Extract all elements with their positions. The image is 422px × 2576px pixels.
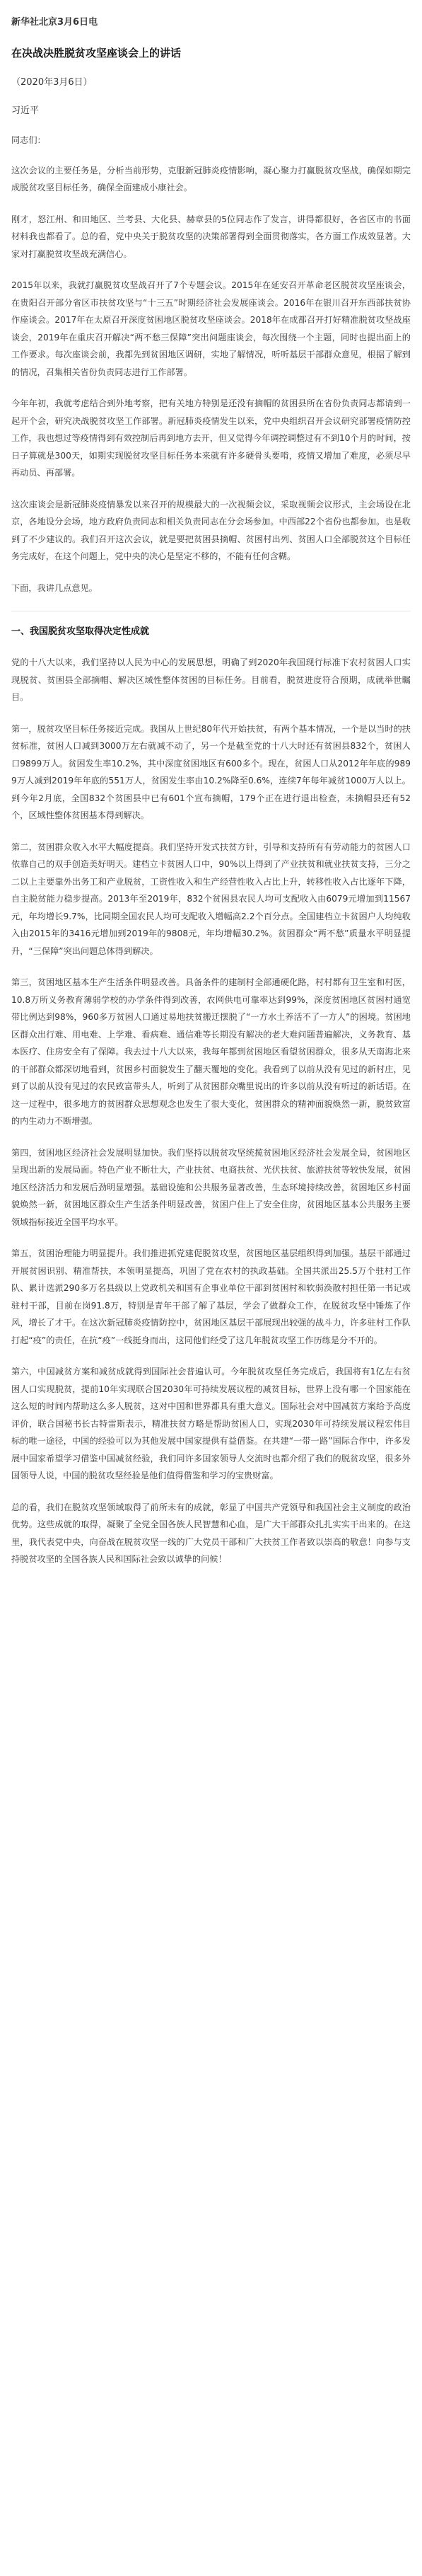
body-paragraph: 第四，贫困地区经济社会发展明显加快。我们坚持以脱贫攻坚统揽贫困地区经济社会发展全局，贫困地区呈现出新的发展局面。特色产业不断壮大，产业扶贫、电商扶贫、光伏扶贫、旅游扶贫等较快发展，贫困地区经济活力和发展后劲明显增强。基础设施和公共服务显著改善，生态环境持续改善，贫困地区乡村面貌焕然一新，贫困地区群众生产生活条件明显改善，贫困户住上了安全住房，贫困地区基本公共服务主要领域指标接近全国平均水平。 [11,1147,411,1227]
intro-paragraph: 这次会议的主要任务是，分析当前形势，克服新冠肺炎疫情影响，凝心聚力打赢脱贫攻坚战，确保如期完成脱贫攻坚目标任务，确保全面建成小康社会。 [11,165,411,192]
intro-paragraph: 2015年以来，我就打赢脱贫攻坚战召开了7个专题会议。2015年在延安召开革命老区脱贫攻坚座谈会，在贵阳召开部分省区市扶贫攻坚与“十三五”时期经济社会发展座谈会。2016年在银川召开东西部扶贫协作座谈会。2017年在太原召开深度贫困地区脱贫攻坚座谈会。2018年在成都召开打好精准脱贫攻坚战座谈会，2019年在重庆召开解决“两不愁三保障”突出问题座谈会，每次围绕一个主题，同时也提出面上的工作要求。每次座谈会前，我都先到贫困地区调研，实地了解情况，听听基层干部群众意见，根据了解到的情况，召集相关省份负责同志进行工作部署。 [11,280,411,377]
section-heading: 一、我国脱贫攻坚取得决定性成就 [11,626,150,637]
greeting: 同志们： [11,135,46,145]
body-paragraph: 第二，贫困群众收入水平大幅度提高。我们坚持开发式扶贫方针，引导和支持所有有劳动能力的贫困人口依靠自己的双手创造美好明天。建档立卡贫困人口中，90%以上得到了产业扶贫和就业扶贫支持，三分之二以上主要靠外出务工和产业脱贫，工资性收入和生产经营性收入占比上升，转移性收入占比逐年下降，自主脱贫能力稳步提高。2013年至2019年，832个贫困县农民人均可支配收入由6079元增加到11567元，年均增长9.7%，比同期全国农民人均可支配收入增幅高2.2个百分点。全国建档立卡贫困户人均纯收入由2015年的3416元增加到2019年的9808元，年均增幅30.2%。贫困群众“两不愁”质量水平明显提升，“三保障”突出问题总体得到解决。 [11,841,411,956]
article-title: 在决战决胜脱贫攻坚座谈会上的讲话 [11,47,182,59]
body-paragraph: 第三，贫困地区基本生产生活条件明显改善。具备条件的建制村全部通硬化路，村村都有卫生室和村医，10.8万所义务教育薄弱学校的办学条件得到改善，农网供电可靠率达到99%，深度贫困地区贫困村通宽带比例达到98%，960多万贫困人口通过易地扶贫搬迁摆脱了“一方水土养活不了一方人”的困境。贫困地区群众出行难、用电难、上学难、看病难、通信难等长期没有解决的老大难问题普遍解决，义务教育、基本医疗、住房安全有了保障。我去过十八大以来，我每年都到贫困地区看望贫困群众，很多从天南海北来的干部群众都深切地看到，贫困乡村面貌发生了翻天覆地的变化。我看到了以前从没有见过的新村庄，见到了以前从没有见过的农民致富带头人，听到了从贫困群众嘴里说出的许多以前从没有听过的新话语。在这一过程中，很多地方的贫困群众思想观念也发生了很大变化，贫困群众的精神面貌焕然一新，脱贫致富的内生动力不断增强。 [11,977,411,1126]
intro-paragraph: 今年年初，我就考虑结合到外地考察，把有关地方特别是还没有摘帽的贫困县所在省份负责同志都请到一起开个会，研究决战脱贫攻坚工作部署。新冠肺炎疫情发生以来，党中央组织召开会议研究部署疫情防控工作，我也想过等疫情得到有效控制后再到地方去开，但又觉得今年调控调整过有不到10个月的时间，按日子算就是300天，如期实现脱贫攻坚目标任务本来就有许多硬骨头要啃，疫情又增加了难度，必须尽早再动员、再部署。 [11,398,411,478]
intro-paragraph: 这次座谈会是新冠肺炎疫情暴发以来召开的规模最大的一次视频会议，采取视频会议形式，主会场设在北京，各地设分会场，地方政府负责同志和相关负责同志在分会场参加。中西部22个省份也都参加。也是收到了不少建议的。我们召开这次会议，就是要把贫困县摘帽、贫困村出列、贫困人口全部脱贫这个目标任务完成好，在这个问题上，党中央的决心是坚定不移的，不能有任何含糊。 [11,499,411,561]
dateline: 新华社北京3月6日电 [11,17,98,28]
author: 习近平 [11,105,40,116]
body-paragraph: 第一，脱贫攻坚目标任务接近完成。我国从上世纪80年代开始扶贫，有两个基本情况，一个是以当时的扶贫标准，贫困人口减到3000万左右就减不动了，另一个是截至党的十八大时还有贫困县832个，贫困人口9899万人。贫困发生率10.2%，其中深度贫困地区有600多个。现在，贫困人口从2012年年底的9899万人减到2019年年底的551万人，贫困发生率由10.2%降至0.6%，连续7年每年减贫1000万人以上。到今年2月底，全国832个贫困县中已有601个宣布摘帽，179个正在进行退出检查，未摘帽县还有52个，区域性整体贫困基本得到解决。 [11,723,411,820]
speech-date: （2020年3月6日） [11,77,93,88]
intro-paragraph: 刚才，怒江州、和田地区、兰考县、大化县、赫章县的5位同志作了发言，讲得都很好，各省区市的书面材料我也都看了。总的看，党中央关于脱贫攻坚的决策部署得到全面贯彻落实，各方面工作成效显著。大家对打赢脱贫攻坚战充满信心。 [11,214,411,259]
transition-text: 下面，我讲几点意见。 [11,582,98,593]
body-paragraph: 第六，中国减贫方案和减贫成就得到国际社会普遍认可。今年脱贫攻坚任务完成后，我国将有1亿左右贫困人口实现脱贫，提前10年实现联合国2030年可持续发展议程的减贫目标，世界上没有哪一个国家能在这么短的时间内帮助这么多人脱贫，这对中国和世界都具有重大意义。国际社会对中国减贫方案给予高度评价，联合国秘书长古特雷斯表示，精准扶贫方略是帮助贫困人口，实现2030年可持续发展议程宏伟目标的唯一途径，中国的经验可以为其他发展中国家提供有益借鉴。在共建“一带一路”国际合作中，许多发展中国家希望学习借鉴中国减贫经验，我们同许多国家领导人交流时也都介绍了我们的脱贫攻坚，很多外国领导人说，中国的脱贫攻坚经验是他们值得借鉴和学习的宝贵财富。 [11,1367,411,1480]
body-paragraph: 党的十八大以来，我们坚持以人民为中心的发展思想，明确了到2020年我国现行标准下农村贫困人口实现脱贫、贫困县全部摘帽、解决区域性整体贫困的目标任务。目前看，脱贫进度符合预期，成就举世瞩目。 [11,657,411,702]
body-paragraph: 第五，贫困治理能力明显提升。我们推进抓党建促脱贫攻坚，贫困地区基层组织得到加强。基层干部通过开展贫困识别、精准帮扶，本领明显提高，巩固了党在农村的执政基础。全国共派出25.5万个驻村工作队、累计选派290多万名县级以上党政机关和国有企事业单位干部到贫困村和软弱涣散村担任第一书记或驻村干部，目前在岗91.8万，特别是青年干部了解了基层，学会了做群众工作，在脱贫攻坚中锤炼了作风，增长了才干。在这次新冠肺炎疫情防控中，贫困地区基层干部展现出较强的战斗力，许多驻村工作队打起“疫”的责任，在抗“疫”一线挺身而出，这同他们经受了这几年脱贫攻坚工作历练是分不开的。 [11,1248,411,1345]
body-paragraph: 总的看，我们在脱贫攻坚领域取得了前所未有的成就，彰显了中国共产党领导和我国社会主义制度的政治优势。这些成就的取得，凝聚了全党全国各族人民智慧和心血，是广大干部群众扎扎实实干出来的。在这里，我代表党中央，向奋战在脱贫攻坚一线的广大党员干部和广大扶贫工作者致以崇高的敬意！向参与支持脱贫攻坚的全国各族人民和国际社会致以诚挚的问候！ [11,1502,411,1564]
